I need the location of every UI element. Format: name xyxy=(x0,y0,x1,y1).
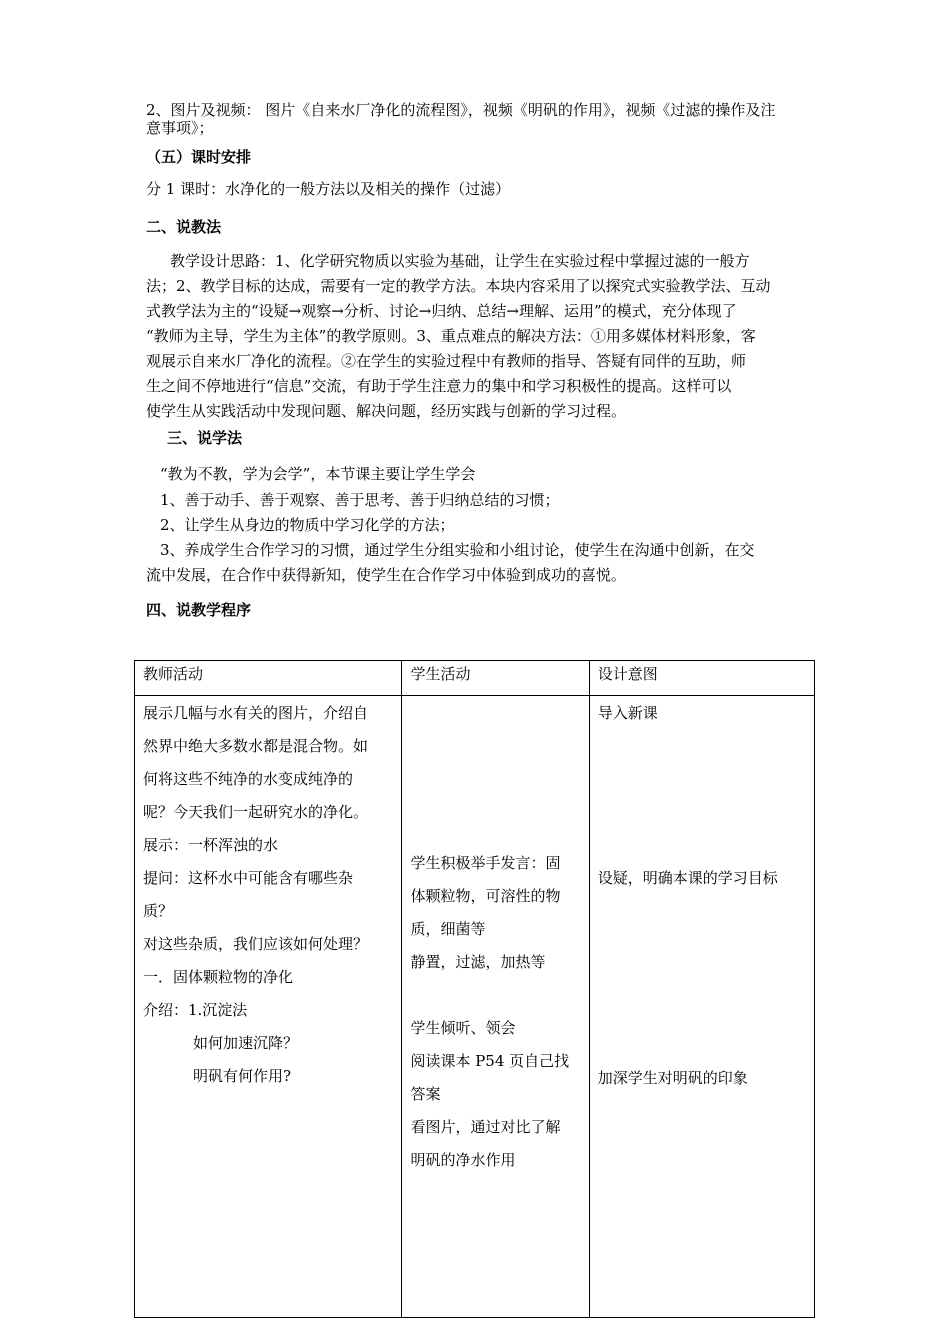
media-line-1: 2、图片及视频： 图片《自来水厂净化的流程图》，视频《明矾的作用》，视频《过滤的操作及注 xyxy=(146,101,776,119)
teacher-line: 提问：这杯水中可能含有哪些杂 xyxy=(143,869,354,887)
intent-line: 加深学生对明矾的印象 xyxy=(597,1069,748,1087)
intent-line: 导入新课 xyxy=(597,704,658,722)
spacer xyxy=(598,895,806,1062)
teacher-line: 质？ xyxy=(143,902,174,920)
student-line: 静置，过滤，加热等 xyxy=(410,953,546,971)
teacher-line: 呢？今天我们一起研究水的净化。 xyxy=(143,803,369,821)
learning-item-3-line-1: 3、养成学生合作学习的习惯，通过学生分组实验和小组讨论，使学生在沟通中创新，在交 xyxy=(160,541,755,559)
learning-intro: “教为不教，学为会学”，本节课主要让学生学会 xyxy=(160,465,476,483)
student-line: 体颗粒物，可溶性的物 xyxy=(410,887,561,905)
student-line: 质，细菌等 xyxy=(410,920,486,938)
heading-teaching-method: 二、说教法 xyxy=(146,218,222,236)
method-line-6: 生之间不停地进行“信息”交流，有助于学生注意力的集中和学习积极性的提高。这样可以 xyxy=(146,377,732,395)
learning-item-3-line-2: 流中发展，在合作中获得新知，使学生在合作学习中体验到成功的喜悦。 xyxy=(146,566,627,584)
spacer xyxy=(598,730,806,862)
student-line: 学生倾听、领会 xyxy=(410,1019,516,1037)
teacher-line: 如何加速沉降？ xyxy=(193,1034,299,1052)
media-line-2: 意事项》； xyxy=(146,119,214,137)
learning-item-1: 1、善于动手、善于观察、善于思考、善于归纳总结的习惯； xyxy=(160,491,560,509)
student-line: 答案 xyxy=(410,1085,441,1103)
design-intent-cell xyxy=(589,696,814,1318)
header-student-activity: 学生活动 xyxy=(402,661,589,696)
method-line-3: 式教学法为主的“设疑→观察→分析、讨论→归纳、总结→理解、运用”的模式，充分体现了 xyxy=(146,302,737,320)
method-line-2: 法；2、教学目标的达成，需要有一定的教学方法。本块内容采用了以探究式实验教学法、互动 xyxy=(146,277,771,295)
heading-learning-method: 三、说学法 xyxy=(167,429,243,447)
method-line-4: “教师为主导，学生为主体”的教学原则。3、重点难点的解决方法：①用多媒体材料形象，客 xyxy=(146,327,756,345)
method-line-7: 使学生从实践活动中发现问题、解决问题，经历实践与创新的学习过程。 xyxy=(146,402,627,420)
spacer xyxy=(410,979,580,1012)
teacher-line: 对这些杂质，我们应该如何处理？ xyxy=(143,935,369,953)
teacher-line: 然界中绝大多数水都是混合物。如 xyxy=(143,737,369,755)
header-teacher-activity: 教师活动 xyxy=(135,661,402,696)
procedure-table xyxy=(134,660,815,1318)
learning-item-2: 2、让学生从身边的物质中学习化学的方法； xyxy=(160,516,455,534)
teacher-line: 展示：一杯浑浊的水 xyxy=(143,836,279,854)
method-line-5: 观展示自来水厂净化的流程。②在学生的实验过程中有教师的指导、答疑有同伴的互助，师 xyxy=(146,352,747,370)
student-line: 阅读课本 P54 页自己找 xyxy=(410,1052,570,1070)
table-header-row xyxy=(135,661,815,696)
teacher-line: 明矾有何作用? xyxy=(193,1067,292,1085)
table-row xyxy=(135,696,815,1318)
heading-teaching-procedure: 四、说教学程序 xyxy=(146,601,252,619)
student-line: 学生积极举手发言：固 xyxy=(410,854,561,872)
student-activity-cell xyxy=(402,696,589,1318)
student-line: 明矾的净水作用 xyxy=(410,1151,516,1169)
teacher-line: 何将这些不纯净的水变成纯净的 xyxy=(143,770,354,788)
intent-line: 设疑，明确本课的学习目标 xyxy=(597,869,778,887)
header-design-intent: 设计意图 xyxy=(589,661,814,696)
teacher-activity-cell xyxy=(135,696,402,1318)
teacher-line: 介绍：1.沉淀法 xyxy=(143,1001,248,1019)
teacher-line: 展示几幅与水有关的图片，介绍自 xyxy=(143,704,369,722)
schedule-text: 分 1 课时：水净化的一般方法以及相关的操作（过滤） xyxy=(146,180,511,198)
teacher-line: 一．固体颗粒物的净化 xyxy=(143,968,294,986)
method-line-1: 教学设计思路：1、化学研究物质以实验为基础，让学生在实验过程中掌握过滤的一般方 xyxy=(170,252,750,270)
heading-schedule: （五）课时安排 xyxy=(146,148,252,166)
student-line: 看图片，通过对比了解 xyxy=(410,1118,561,1136)
